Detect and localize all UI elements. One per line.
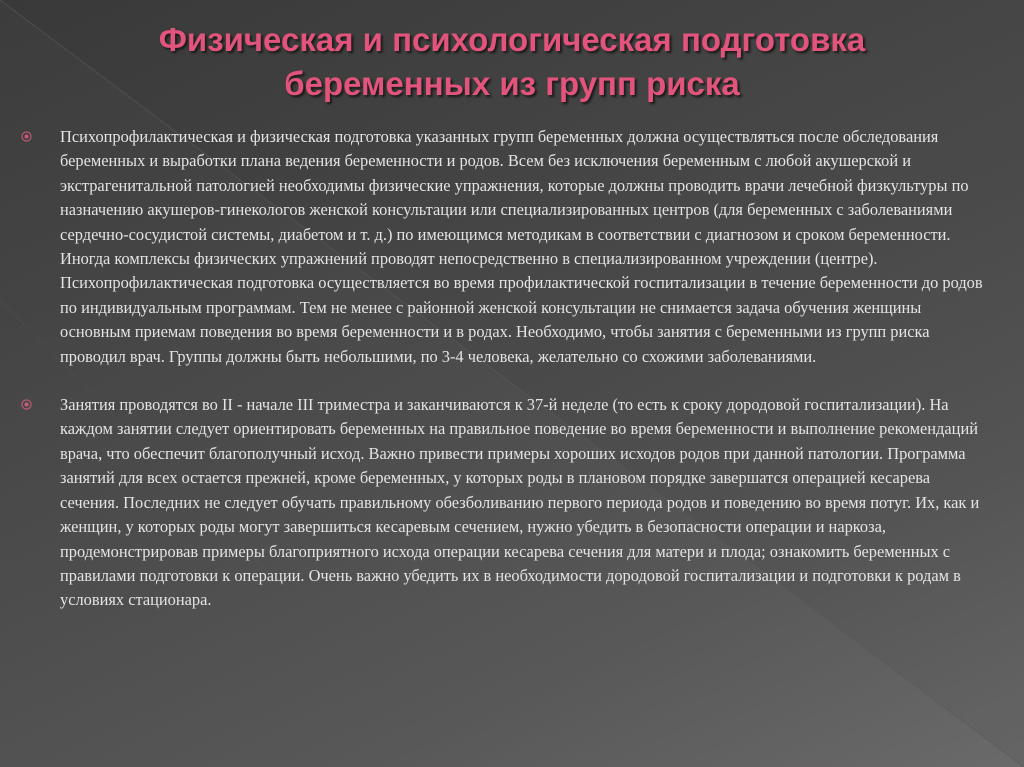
circled-dot-icon <box>21 399 32 410</box>
slide-title <box>40 18 984 106</box>
slide-title-line-2: беременных из групп риска <box>284 65 740 102</box>
paragraph-text: Психопрофилактическая и физическая подготовка указанных групп беременных должна осуществляться после обследования беременных и выработки плана ведения беременности и родов. Всем без исключения беременным с любой акушерской и экстрагенитальной патологией необходимы физические упражнения, которые должны проводить врачи лечебной физкультуры по назначению акушеров-гинекологов женской консультации или специализированных центров (для беременных с заболеваниями сердечно-сосудистой системы, диабетом и т. д.) по имеющимся методикам в соответствии с диагнозом и сроком беременности. Иногда комплексы физических упражнений проводят непосредственно в специализированном учреждении (центре). Психопрофилактическая подготовка осуществляется во время профилактической госпитализации в течение беременности до родов по индивидуальным программам. Тем не менее с районной женской консультации не снимается задача обучения женщины основным приемам поведения во время беременности и в родах. Необходимо, чтобы занятия с беременными из групп риска проводил врач. Группы должны быть небольшими, по 3-4 человека, желательно со схожими заболеваниями. <box>60 127 983 366</box>
circled-dot-icon <box>21 131 32 142</box>
paragraph-text: Занятия проводятся во II - начале III триместра и заканчиваются к 37-й неделе (то есть к сроку дородовой госпитализации). На каждом занятии следует ориентировать беременных на правильное поведение во время беременности и выполнение рекомендаций врача, что обеспечит благополучный исход. Важно привести примеры хороших исходов родов при данной патологии. Программа занятий для всех остается прежней, кроме беременных, у которых роды в плановом порядке завершатся операцией кесарева сечения. Последних не следует обучать правильному обезболиванию первого периода родов и поведению во время потуг. Их, как и женщин, у которых роды могут завершиться кесаревым сечением, нужно убедить в безопасности операции и наркоза, продемонстрировав примеры благоприятного исхода операции кесарева сечения для матери и плода; ознакомить беременных с правилами подготовки к операции. Очень важно убедить их в необходимости дородовой госпитализации и подготовки к родам в условиях стационара. <box>60 395 980 610</box>
bullet-paragraph-2 <box>20 393 985 613</box>
slide-title-line-1: Физическая и психологическая подготовка <box>158 21 866 58</box>
slide-body <box>20 125 985 613</box>
bullet-paragraph-1 <box>20 125 985 369</box>
